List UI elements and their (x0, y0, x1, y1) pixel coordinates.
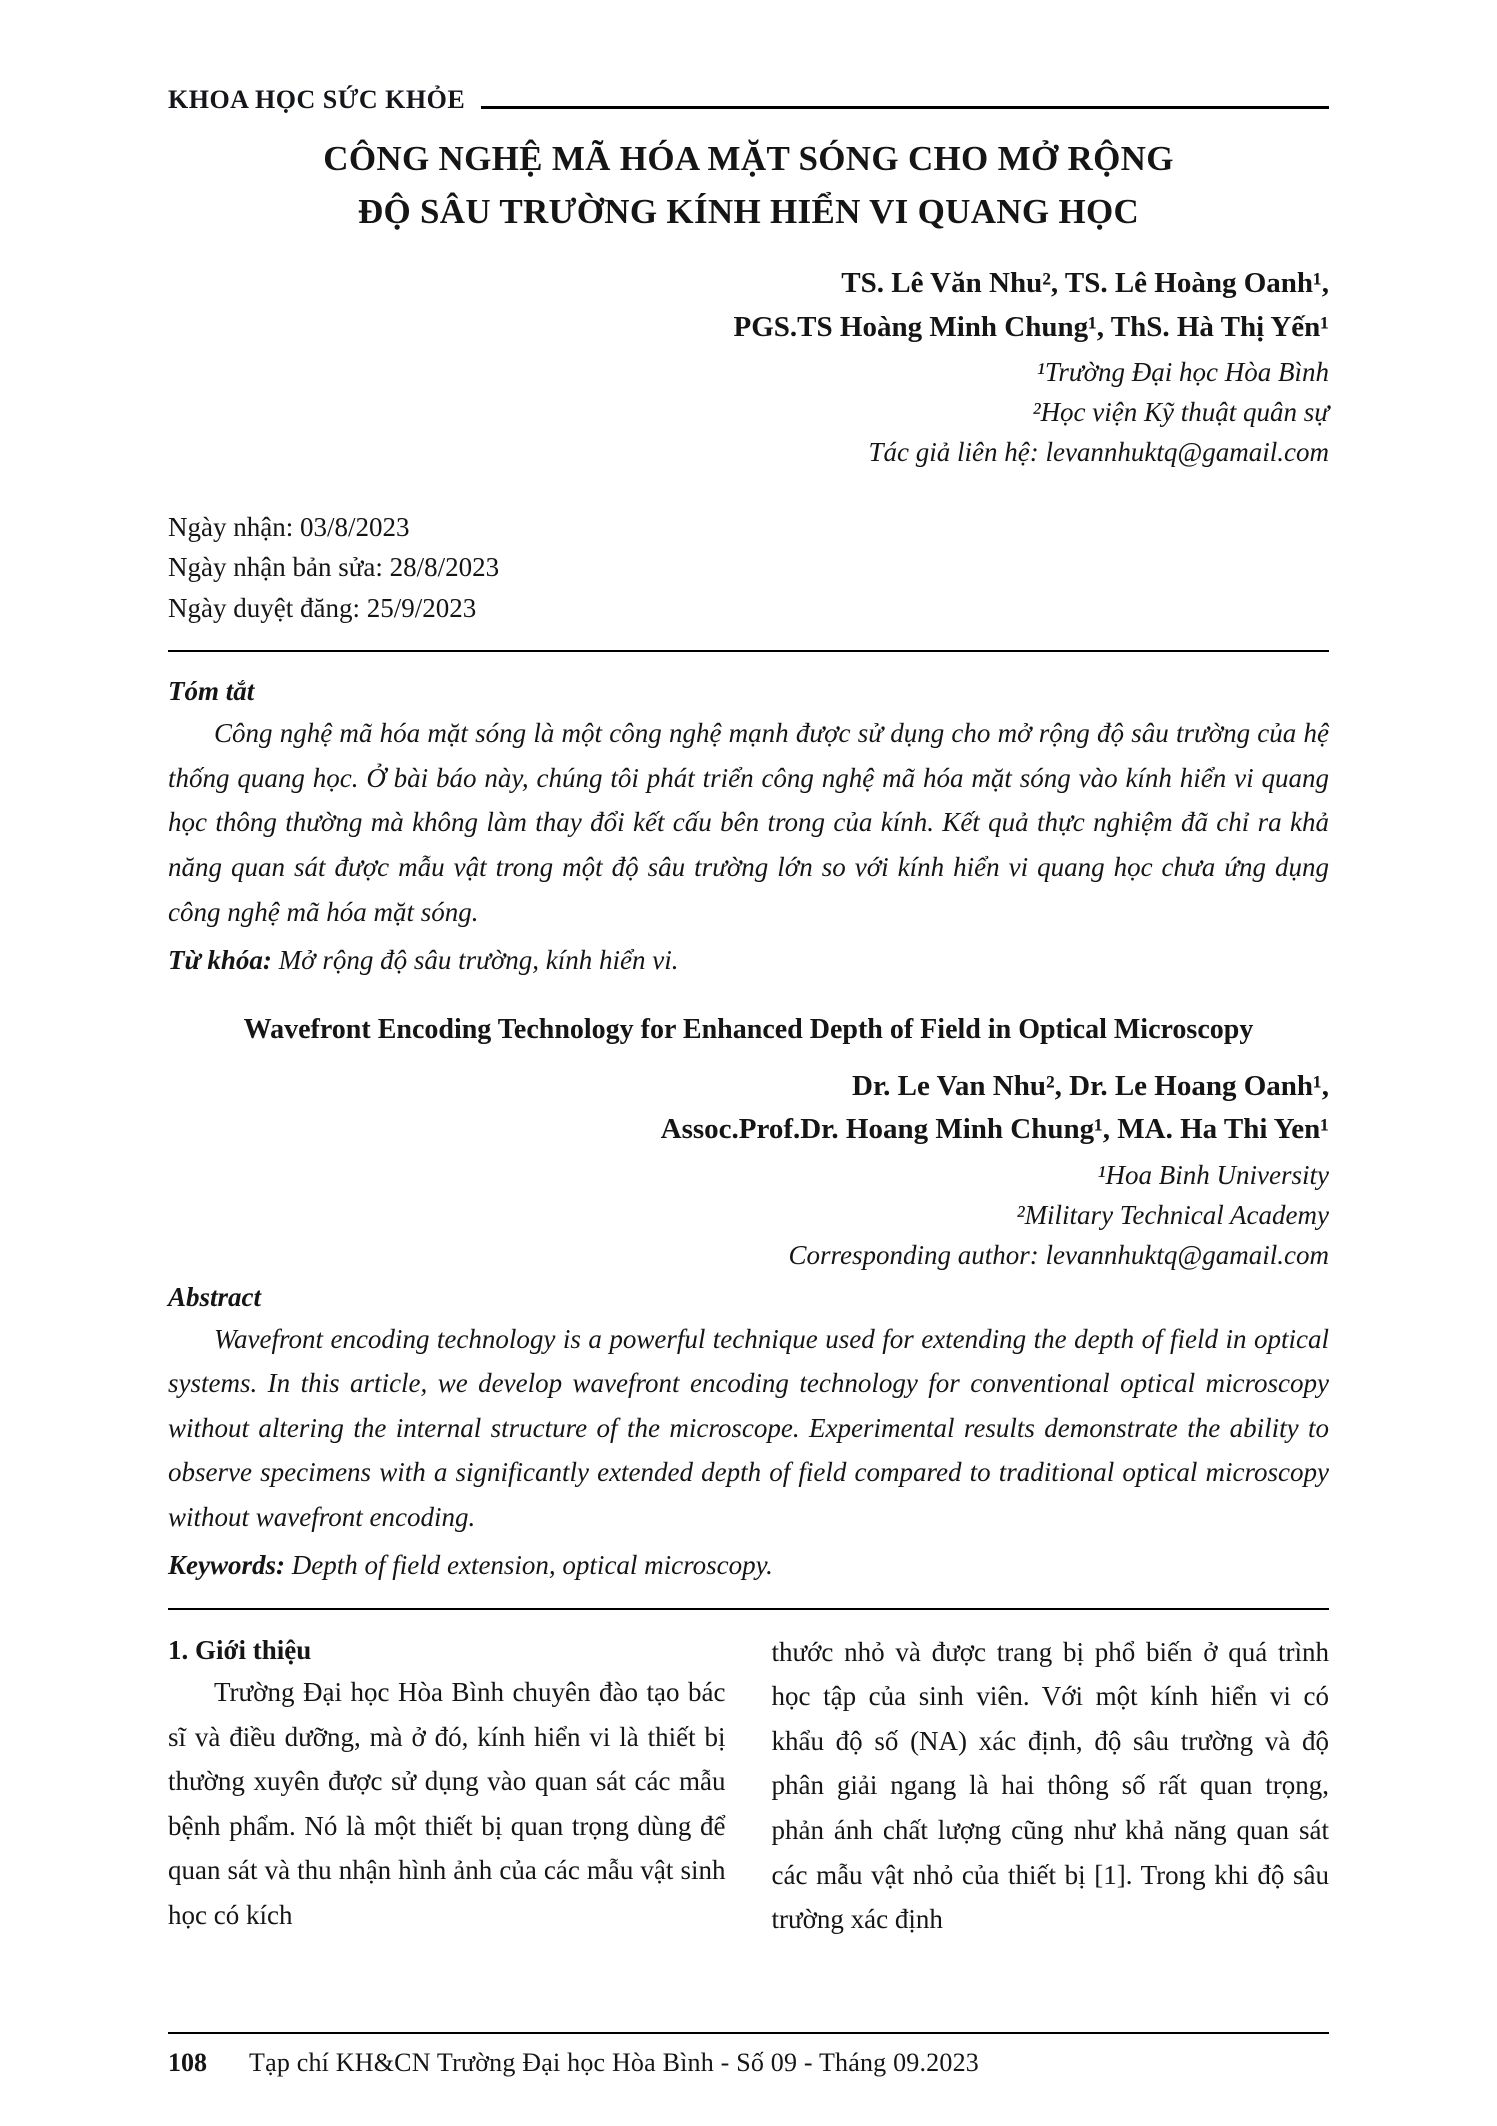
article-title-vi (168, 133, 1329, 238)
section-1-heading: 1. Giới thiệu (168, 1634, 312, 1665)
keywords-en-text: Depth of field extension, optical microscopy. (285, 1550, 773, 1581)
abstract-vi-heading: Tóm tắt (168, 676, 255, 707)
abstract-vi-section (168, 676, 1329, 982)
keywords-en-label: Keywords: (168, 1550, 285, 1581)
dates-block (168, 507, 1329, 629)
authors-vi-line1: TS. Lê Văn Nhu², TS. Lê Hoàng Oanh¹, (841, 267, 1329, 299)
affiliation-vi-2: ²Học viện Kỹ thuật quân sự (1032, 396, 1329, 427)
keywords-en (168, 1543, 1329, 1588)
authors-vi (168, 262, 1329, 349)
authors-en-line1: Dr. Le Van Nhu², Dr. Le Hoang Oanh¹, (852, 1069, 1329, 1102)
abstract-en-section (168, 1282, 1329, 1588)
authors-vi-line2: PGS.TS Hoàng Minh Chung¹, ThS. Hà Thị Yến¹ (733, 310, 1329, 343)
title-vi-line1: CÔNG NGHỆ MÃ HÓA MẶT SÓNG CHO MỞ RỘNG (323, 139, 1174, 178)
date-accepted: Ngày duyệt đăng: 25/9/2023 (168, 592, 477, 623)
section-label: KHOA HỌC SỨC KHỎE (168, 85, 466, 114)
page-header (168, 85, 1329, 115)
column-right (772, 1630, 1330, 1942)
journal-info: Tạp chí KH&CN Trường Đại học Hòa Bình - Số 09 - Tháng 09.2023 (249, 2048, 979, 2077)
contact-line-vi: Tác giả liên hệ: levannhuktq@gamail.com (868, 436, 1329, 467)
abstract-vi-text: Công nghệ mã hóa mặt sóng là một công nghệ mạnh được sử dụng cho mở rộng độ sâu trường của hệ thống quang học. Ở bài báo này, chúng tôi phát triển công nghệ mã hóa mặt sóng vào kính hiển vi quang học thông thường mà không làm thay đổi kết cấu bên trong của kính. Kết quả thực nghiệm đã chỉ ra khả năng quan sát được mẫu vật trong một độ sâu trường lớn so với kính hiển vi quang học chưa ứng dụng công nghệ mã hóa mặt sóng. (168, 718, 1329, 927)
column-right-text: thước nhỏ và được trang bị phổ biến ở quá trình học tập của sinh viên. Với một kính hiển vi có khẩu độ số (NA) xác định, độ sâu trường và độ phân giải ngang là hai thông số rất quan trọng, phản ánh chất lượng cũng như khả năng quan sát các mẫu vật nhỏ của thiết bị [1]. Trong khi độ sâu trường xác định (771, 1636, 1329, 1935)
date-revised: Ngày nhận bản sửa: 28/8/2023 (168, 552, 500, 583)
divider-top (168, 650, 1329, 652)
article-title-en: Wavefront Encoding Technology for Enhanced Depth of Field in Optical Microscopy (243, 1013, 1254, 1045)
header-rule (481, 106, 1329, 109)
affiliation-en-2: ²Military Technical Academy (1016, 1199, 1329, 1230)
date-received: Ngày nhận: 03/8/2023 (168, 511, 410, 542)
affiliations-vi (168, 353, 1329, 473)
abstract-en-text: Wavefront encoding technology is a powerful technique used for extending the depth of field in optical systems. In this article, we develop wavefront encoding technology for conventional optical microscopy without altering the internal structure of the microscope. Experimental results demonstrate the ability to observe specimens with a significantly extended depth of field compared to traditional optical microscopy without wavefront encoding. (168, 1323, 1329, 1532)
affiliation-en-1: ¹Hoa Binh University (1097, 1159, 1329, 1190)
title-vi-line2: ĐỘ SÂU TRƯỜNG KÍNH HIỂN VI QUANG HỌC (357, 191, 1140, 231)
divider-body (168, 1608, 1329, 1610)
authors-en-line2: Assoc.Prof.Dr. Hoang Minh Chung¹, MA. Ha Thi Yen¹ (660, 1113, 1329, 1146)
page-number: 108 (168, 2048, 207, 2077)
affiliation-vi-1: ¹Trường Đại học Hòa Bình (1036, 357, 1329, 387)
column-left-text: Trường Đại học Hòa Bình chuyên đào tạo bác sĩ và điều dưỡng, mà ở đó, kính hiển vi là thiết bị thường xuyên được sử dụng vào quan sát các mẫu bệnh phẩm. Nó là một thiết bị quan trọng dùng để quan sát và thu nhận hình ảnh của các mẫu vật sinh học có kích (168, 1677, 726, 1931)
keywords-vi-label: Từ khóa: (168, 945, 272, 976)
column-left (168, 1630, 726, 1942)
contact-line-en: Corresponding author: levannhuktq@gamail.com (788, 1239, 1329, 1270)
keywords-vi (168, 938, 1329, 983)
keywords-vi-text: Mở rộng độ sâu trường, kính hiển vi. (271, 945, 679, 976)
authors-en (168, 1065, 1329, 1152)
body-columns (168, 1630, 1329, 1942)
abstract-en-heading: Abstract (168, 1281, 262, 1312)
page-footer (168, 2032, 1329, 2078)
affiliations-en (168, 1156, 1329, 1276)
